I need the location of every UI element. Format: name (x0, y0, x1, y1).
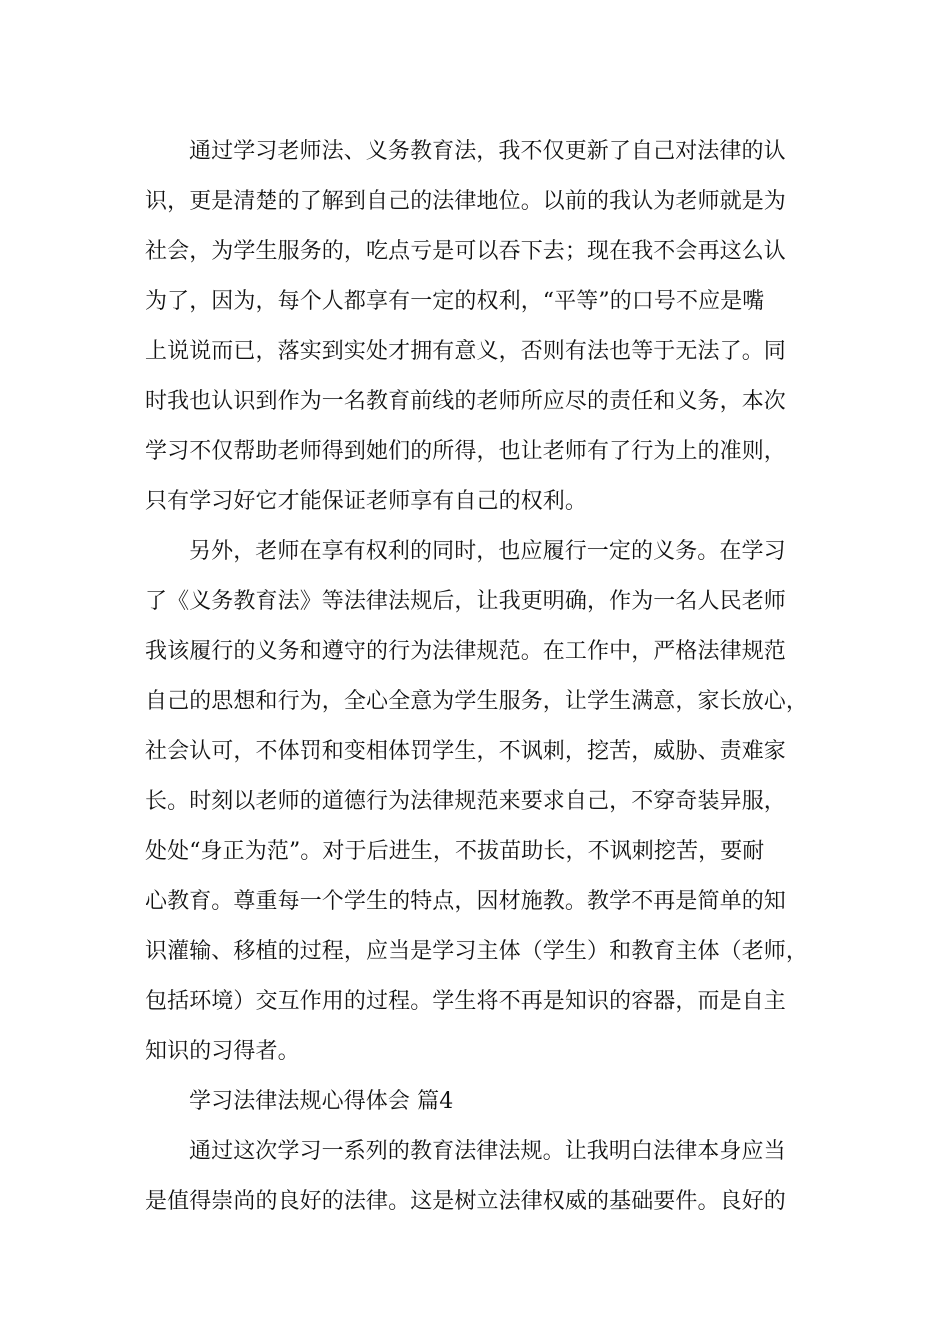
text-line: 识灌输、移植的过程，应当是学习主体（学生）和教育主体（老师， (145, 939, 809, 964)
text-line: 心教育。尊重每一个学生的特点，因材施教。教学不再是简单的知 (145, 889, 786, 914)
document-body (145, 127, 825, 1227)
text-line: 上说说而已，落实到实处才拥有意义，否则有法也等于无法了。同 (145, 339, 786, 364)
text-line: 社会认可，不体罚和变相体罚学生，不讽刺，挖苦，威胁、责难家 (145, 739, 786, 764)
text-line: 包括环境）交互作用的过程。学生将不再是知识的容器，而是自主 (145, 989, 786, 1014)
text-line: 是值得崇尚的良好的法律。这是树立法律权威的基础要件。良好的 (145, 1189, 786, 1214)
text-line: 学习法律法规心得体会 篇4 (189, 1089, 454, 1114)
text-line: 学习不仅帮助老师得到她们的所得，也让老师有了行为上的准则， (145, 439, 786, 464)
text-line: 识，更是清楚的了解到自己的法律地位。以前的我认为老师就是为 (145, 189, 786, 214)
text-line: 时我也认识到作为一名教育前线的老师所应尽的责任和义务，本次 (145, 389, 786, 414)
text-line: 通过学习老师法、义务教育法，我不仅更新了自己对法律的认 (189, 139, 786, 164)
text-line: 处处“身正为范”。对于后进生，不拔苗助长，不讽刺挖苦，要耐 (145, 839, 765, 864)
text-line: 了《义务教育法》等法律法规后，让我更明确，作为一名人民老师 (145, 589, 786, 614)
text-line: 社会，为学生服务的，吃点亏是可以吞下去；现在我不会再这么认 (145, 239, 786, 264)
text-line: 只有学习好它才能保证老师享有自己的权利。 (145, 489, 588, 514)
text-line: 我该履行的义务和遵守的行为法律规范。在工作中，严格法律规范 (145, 639, 786, 664)
text-line: 通过这次学习一系列的教育法律法规。让我明白法律本身应当 (189, 1139, 786, 1164)
text-line: 知识的习得者。 (145, 1039, 300, 1064)
text-line: 为了，因为，每个人都享有一定的权利，“平等”的口号不应是嘴 (145, 289, 765, 314)
text-line: 自己的思想和行为，全心全意为学生服务，让学生满意，家长放心， (145, 689, 809, 714)
text-line: 另外，老师在享有权利的同时，也应履行一定的义务。在学习 (189, 539, 786, 564)
text-line: 长。时刻以老师的道德行为法律规范来要求自己，不穿奇装异服， (145, 789, 786, 814)
